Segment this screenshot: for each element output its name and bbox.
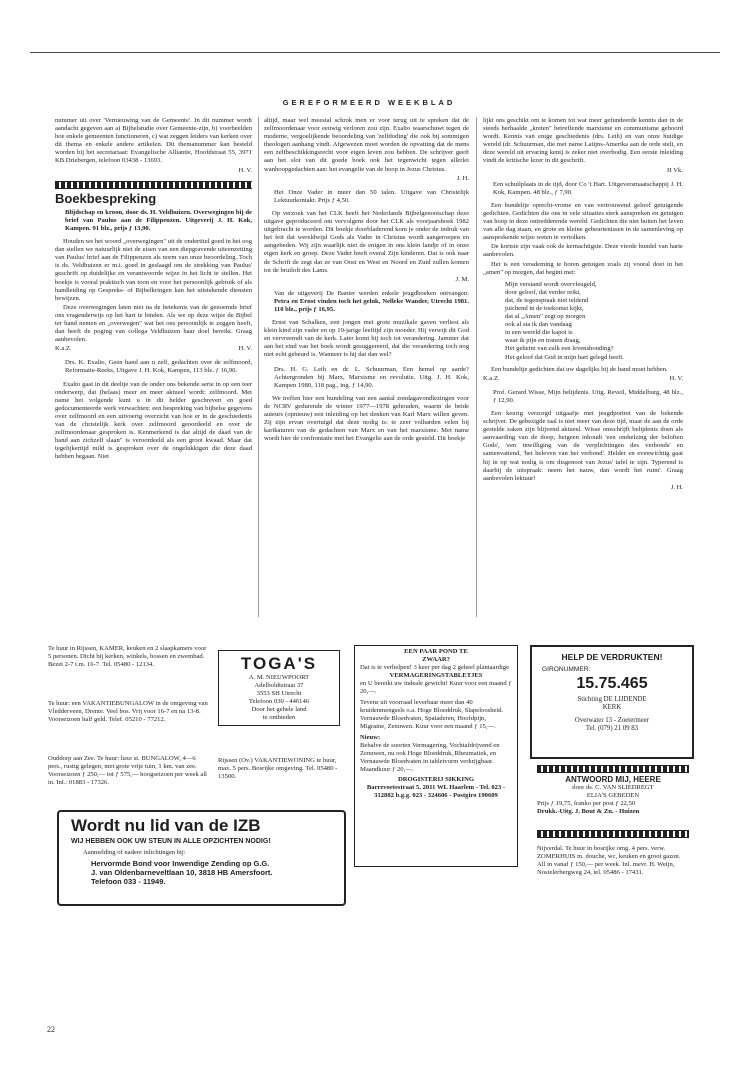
book-reference: Het Onze Vader in meer dan 50 talen. Uitgave van Christelijk Lektuurkontakt. Prijs ƒ 4,50. <box>274 188 469 204</box>
signature-line <box>483 375 683 383</box>
ad-text: Behalve de soorten Vermagering, Vochtafdrijvend en Zenuwen, nu ook Hoge Bloeddruk, Rheumatiek, en Vernauwde Bloedvaten in tabletvorm verkrijgbaar. Maandkuur ƒ 20,—. <box>360 742 500 773</box>
review-text: Houden we het woord „overwegingen" uit de ondertitel goed in het oog dan stellen we natuurlijk niet de eisen van een diepgravende uiteenzetting van Paulus' brief aan de Filippenzen als norm van onze beoordeling. Toch is ds. Veldhuizen er m.i. goed in geslaagd om de strekking van Paulus' geschrift op duidelijke en verantwoorde wijze in het licht te stellen. Het boekje is vooral praktisch van toon en voor het persoonlijk gebruik of als handleiding op Gespreks- of Bijbelkringen kan het uitstekende diensten bewijzen. <box>55 238 252 302</box>
ornament-divider <box>537 830 689 838</box>
signature-line <box>55 345 252 353</box>
review-text: lijkt ons geschikt om te komen tot wat meer gefundeerde kennis dan in de steeds herhaalde „kreten" betreffende marxisme en communisme gehoord wordt. Kennis van enige geschiedenis (drs. Leih) en van onze huidige wereld (dr. Schuurman, die met name Latijns-Amerika aan de orde stelt, en deze wereld uit ervaring kent) is zeker niet overbodig. Een eerste inleiding vindt de kritische lezer in dit geschrift. <box>483 117 683 165</box>
review-text: Op verzoek van het CLK heeft het Nederlands Bijbelgenootschap deze uitgave geproduceerd om vervolgens door het CLK als voorjaarsboek 1982 uitgebracht te worden. Dit boekje doorbladerend kom je onder de indruk van het feit dat wereldwijd Gods als Vader in Christus wordt aangeroepen en aangebeden. Wij zijn waarlijk niet de enigen in ons klein landje of in onze eigen kerk en groep. Deze Vader heeft overal Zijn kinderen. Dat is ook naar de Schrift de zegt dat ze van Oost en West en Noord en Zuid zullen komen tot de bruiloft des Lams. <box>264 209 469 274</box>
ad-phone: Telefoon 033 - 11949. <box>91 876 166 886</box>
page-number: 22 <box>47 1025 55 1034</box>
ad-text: Tevens uit voorraad leverbaar meer dan 40 kruidenmengsels o.a. Hoge Bloeddruk, Slapeloosheid. Vernauwde Bloedvaten, Spataderen, Hoofdpijn, Migraine, Zenuwen. Kuur voor een maand ƒ 15,—. <box>360 699 504 730</box>
signature: J. M. <box>455 275 469 283</box>
ad-title: HELP DE VERDRUKTEN! <box>561 652 663 662</box>
book-reference: Drs. K. Exalto, Geen hand aan u zelf, gedachten over de zelfmoord, Reformatie-Reeks, Uitgave J. H. Kok, Kampen, 113 blz. ƒ 16,90. <box>65 359 252 375</box>
review-text: We treffen hier een bundeling van een aantal zondagavondlezingen voor de NCRV gedurende de winter 1977—1978 gehouden, waarin de beide auteurs (opnieuw) een inleiding op het denken van Karl Marx willen geven. Zij zijn ervan overtuigd dat deze nodig is: te zeer volharden velen bij karikaturen van de gedachten van Marx en van het marxisme. Met name wordt hier de confrontatie met het Evangelie aan de orde gesteld. Dit boekje <box>264 394 469 443</box>
ad-text: Dat is te verhelpen! 3 keer per dag 2 geheel plantaardige <box>360 664 510 671</box>
signature: H Vk. <box>667 166 683 174</box>
section-title: Boekbespreking <box>55 190 157 206</box>
poem-line: dat, de tegenspraak niet teldend <box>505 296 589 304</box>
ad-zomerhuis: Nijverdal. Te huur in bosrijke omg. 4 pers. verw. ZOMERHUIS m. douche, wc, keuken en groot gazon. All in vanaf ƒ 150,— per week. Inl. mevr. H. Weijn, Nostelerbergweg 24, tel. 05486 - 17431. <box>537 845 681 877</box>
ad-title: Wordt nu lid van de IZB <box>71 816 261 835</box>
ad-note: Door het gehele land <box>251 706 307 713</box>
signature: K.a.Z. <box>55 345 72 353</box>
ad-heading: VERMAGERINGSTABLETJES <box>389 672 483 679</box>
poem-line: waar ik pijn en tranen draag, <box>505 337 581 345</box>
signature: H. V. <box>238 166 252 174</box>
signature: H. V. <box>238 345 252 353</box>
poem-line: dat al „Amen" zegt op morgen <box>505 313 586 321</box>
ad-address: Overwater 13 - Zoetermeer <box>574 717 650 724</box>
ad-giro-number: 15.75.465 <box>576 675 648 692</box>
ad-rijssen-kamer: Te huur in Rijssen, KAMER, keuken en 2 slaapkamers voor 5 personen. Dicht bij kerken, winkels, bossen en zwembad. Bezet 2-7 t.m. 16-7. Tel. 05480 - 12134. <box>48 645 207 669</box>
ad-title: EEN PAAR POND TE <box>404 648 468 655</box>
signature: K.a.Z. <box>483 374 500 382</box>
ad-org: Stichting DE LIJDENDE <box>577 696 647 703</box>
ad-label: GIRONUMMER: <box>542 666 591 673</box>
ad-text: Nieuw: <box>360 734 381 741</box>
review-text: Deze overwegingen laten niet na de betekenis van de genoemde brief ons vragenderwijs op het hart te binden. Als we op deze wijze de Bijbel ter hand nemen en „overwegen" wat het ons persoonlijk te zeggen heeft, dan heeft de poging van collega Veldhuizen haar doel bereikt. Graag aanbevolen. <box>55 303 252 344</box>
ad-subtitle: WIJ HEBBEN OOK UW STEUN IN ALLE OPZICHTEN NODIG! <box>71 838 271 845</box>
article-text: nummer uit over 'Vernieuwing van de Gemeente'. In dit nummer wordt aandacht gegeven aan a) Bijbelstudie over Gemeente-zijn, b) voorbeelden hoe enkele gemeenten functioneren, c) wat zeggen leiders van kerken over dit thema en enkele andere artikelen. Dit themanummer kan besteld worden bij het secretariaat: Evangelische Alliantie, Hoofdstraat 55, 3971 KB Driebergen, telefoon 03438 - 13693. <box>55 117 252 165</box>
ad-subtitle: ELIA'S GEBEDEN <box>586 792 640 800</box>
review-text: Een bundeltje oprecht-vrome en van vertrouwend geloof getuigende gedichten. Gedichten die ons in vele situaties sterk aanspreken en getuigen van hoop in deze ontredderende wereld. Gedichten die niet buiten het leven van alle dag staan, en grote en kleine gebeurtenissen in de samenleving op aansprekende wijze weten te vertolken. <box>483 201 683 242</box>
ad-togas <box>218 650 340 726</box>
signature: J. H. <box>670 483 683 491</box>
ref-intro: Van de uitgeverij De Banier werden enkele jeugdboeken ontvangen: <box>274 289 469 297</box>
ad-org: Hervormde Bond voor Inwendige Zending op G.G. <box>91 858 270 868</box>
poem-line: Het geloof dat God in mijn hart gelegd heeft. <box>505 353 624 361</box>
book-reference <box>274 290 469 314</box>
ad-text: Aanmelding of nadere inlichtingen bij: <box>83 848 186 856</box>
ad-rijssen-ov: Rijssen (Ov.) VAKANTIEWONING te huur, max. 5 pers. Bosrijke omgeving. Tel. 05480 - 13500. <box>218 757 338 781</box>
review-text: altijd, maar wel meestal schrok men er voor terug uit te spreken dat de zelfmoordenaar voor eeuwig verloren zou zijn. Exalto waarschuwt tegen de moderne, vergoelijkende beoordeling van 'zelfdoding' die ook bij sommigen theologen aanhang vindt. Afgewezen moet worden de opvatting dat de mens een zelfbeschikkingsrecht voor eigen leven zou hebben. De schrijver geeft aan het slot van dit goede boek ook het tegenwicht tegen allerlei wanhoopgedachten aan: het evangelie van de hoop in Jezus Christus. <box>264 117 469 173</box>
ad-verdrukten <box>530 645 694 759</box>
ad-vakantiebungalow: Te huur: een VAKANTIEBUNGALOW in de omgeving van Vledderveen, Drente. Veel bos. Vrij voor 16-7 en na 13-8. Voorseizoen half geld. Telef. 05210 - 77212. <box>48 700 208 724</box>
ad-title: ANTWOORD MIJ, HEERE <box>565 775 661 784</box>
column-3 <box>483 117 683 493</box>
column-2 <box>264 117 469 444</box>
ad-name: A. M. NIEUWPOORT <box>248 674 310 681</box>
review-text: Ernst van Schalken, een jongen met grote muzikale gaven verliest als klein kind zijn vader en op 19-jarige leeftijd zijn moeder. Hij verwijt dit God en vervreemdt van de kerk. Later komt hij toch tot verandering. Jammer dat aan het eind van het boek wordt gesuggereerd, dat die verandering toch nog niet echt gebeurd is. Wanneer is hij dat dan wel? <box>264 319 469 359</box>
ad-antwoord <box>537 776 689 816</box>
ref-title: Petra en Ernst vinden toch het geluk, Nelleke Wander, Utrecht 1981. 110 blz., prijs ƒ 16,95. <box>274 297 469 313</box>
book-reference: Blijdschap en kroon, door ds. H. Veldhuizen. Overwegingen bij de brief van Paulus aan de Filippenzen. Uitgeverij J. H. Kok, Kampen. 91 blz., prijs ƒ 13,90. <box>65 208 252 232</box>
book-reference: Prof. Gerard Wisse, Mijn belijdenis. Uitg. Reveil, Middelburg, 48 blz., ƒ 12,90. <box>493 388 683 404</box>
running-header: GEREFORMEERD WEEKBLAD <box>282 98 456 107</box>
ad-store-address: Barrevoetestraat 5, 2011 WL Haarlem - Tel. 023 - 312882 b.g.g. 023 - 324606 - Postgiro 190609 <box>366 784 506 799</box>
ad-address: Adelboldtstraat 37 <box>254 682 304 689</box>
poem-line: ook al sta ik dan vandaag <box>505 321 572 329</box>
ad-ouddorp: Ouddorp aan Zee. Te huur: luxe st. BUNGALOW, 4—6 pers., rustig gelegen, met grote vrije tuin, 1 km. van zee. Voorseizoen ƒ 250,— tot ƒ 575,— hoogseizoen per week all in. Inl.: 01883 - 17326. <box>48 755 208 787</box>
poem-line: in een wereld die kapot is <box>505 329 573 337</box>
ad-org: KERK <box>602 704 622 711</box>
ad-price: Prijs ƒ 19,75, franko per post ƒ 22,50 <box>537 800 636 808</box>
ad-title: TOGA'S <box>240 654 318 673</box>
column-1 <box>55 117 252 462</box>
ad-izb <box>57 810 346 906</box>
poem-line: Mijn verstand wordt overvleugeld, <box>505 280 597 288</box>
book-reference: Drs. H. G. Leih en dr. L. Schuurman, Een hemel op aarde? Achtergronden bij Marx, Marxisme en revolutie. Uitg. J. H. Kok, Kampen 1980, 118 pag., ing. ƒ 14,90. <box>274 365 469 389</box>
column-rule <box>258 117 259 617</box>
ad-author: door ds. C. VAN SLIEDREGT <box>572 784 654 792</box>
ad-phone: Telefoon 030 - 446146 <box>248 698 310 705</box>
review-text: Het is een verademing te horen getuigen zoals zij vooral doet in het „amen" op morgen, dat begint met: <box>483 260 683 276</box>
ad-text: en U bereikt uw indeale gewicht! Kuur voor een maand ƒ 20,—. <box>360 680 512 695</box>
poem <box>505 281 683 362</box>
signature: J. H. <box>456 174 469 182</box>
review-text: Een bundeltje gedichten dat uw dagelijks bij de hand moet hebben. <box>491 365 668 373</box>
ad-phone: Tel. (079) 21 09 83 <box>585 725 639 732</box>
review-text: Exalto gaat in dit deeltje van de onder ons bekende serie in op een teer onderwerp, dat (helaas) meer en meer aktueel wordt: zelfmoord. Met name het volgende kunt u in dit helder geschreven en goed gedocumenteerde werk verwachten: een bespreking van bijbelse gegevens over zelfmoord en een uitvoerig overzicht van hoe er in de geschiedenis van de christelijk kerk over zelfmoord geoordeeld en over de zelfmoordenaar gesproken is. Kenmerkend is dat altijd de dàad van de hand aan zichzelf slaan" is veroordeeld als een groot kwaad. Maar dat tegelijkertijd mild is gesproken over de ongelukkigen die deze daad hebben begaan. Niet <box>55 380 252 461</box>
ad-afslanken <box>354 645 518 867</box>
book-reference: Een schuilplaats in de tijd, door Co 't Hart. Uitgeversmaatschappij J. H. Kok, Kampen. 48 blz., ƒ 7,90. <box>493 180 683 196</box>
column-rule <box>476 117 477 617</box>
poem-line: juichend in de toekomst kijkt, <box>505 304 584 312</box>
poem-line: door geloof, dat verder reikt, <box>505 288 581 296</box>
ad-store: DROGISTERIJ SIKKING <box>397 776 475 783</box>
review-text: Een keurig verzorgd uitgaafje met jeugdportret van de bekende schrijver. De gebezigde taal is niet meer van deze tijd, maar de aan de orde gestelde zaken zijn blijvend aktueel. Wisse omschrijft belijdenis doen als aanvaarding van de doop, hetgeen inhoudt 'een omhelzing der beloften Gods', 'een inwilliging van de verplichtingen des verbonds' en samenvattend, 'het beleven van het verbond'. Helder en evenwichtig gaat hij in op wat nodig is om disgenoot van Jezus' tafel te zijn. Typerend is daarbij de uitspraak: neem het nauw, dan wordt het ruim'. Graag aanbevolen lektuur! <box>483 410 683 482</box>
ad-address: 3553 SH Utrecht <box>256 690 302 697</box>
top-rule <box>30 52 720 53</box>
review-text: De kortste zijn vaak ook de kernachtigste. Deze vierde bundel van harte aanbevolen. <box>483 243 683 259</box>
ad-title: ZWAAR? <box>422 656 450 663</box>
signature: H. V. <box>669 374 683 382</box>
ornament-divider <box>537 765 689 773</box>
ornament-divider <box>55 181 252 189</box>
ad-publisher: Drukk.-Uitg. J. Bout & Zn. - Huizen <box>537 808 640 816</box>
ad-address: J. van Oldenbarneveltlaan 10, 3818 HB Amersfoort. <box>91 867 273 877</box>
poem-line: Het geheim van zulk een levenshouding? <box>505 345 614 353</box>
ad-note: te ontbieden <box>262 714 296 721</box>
